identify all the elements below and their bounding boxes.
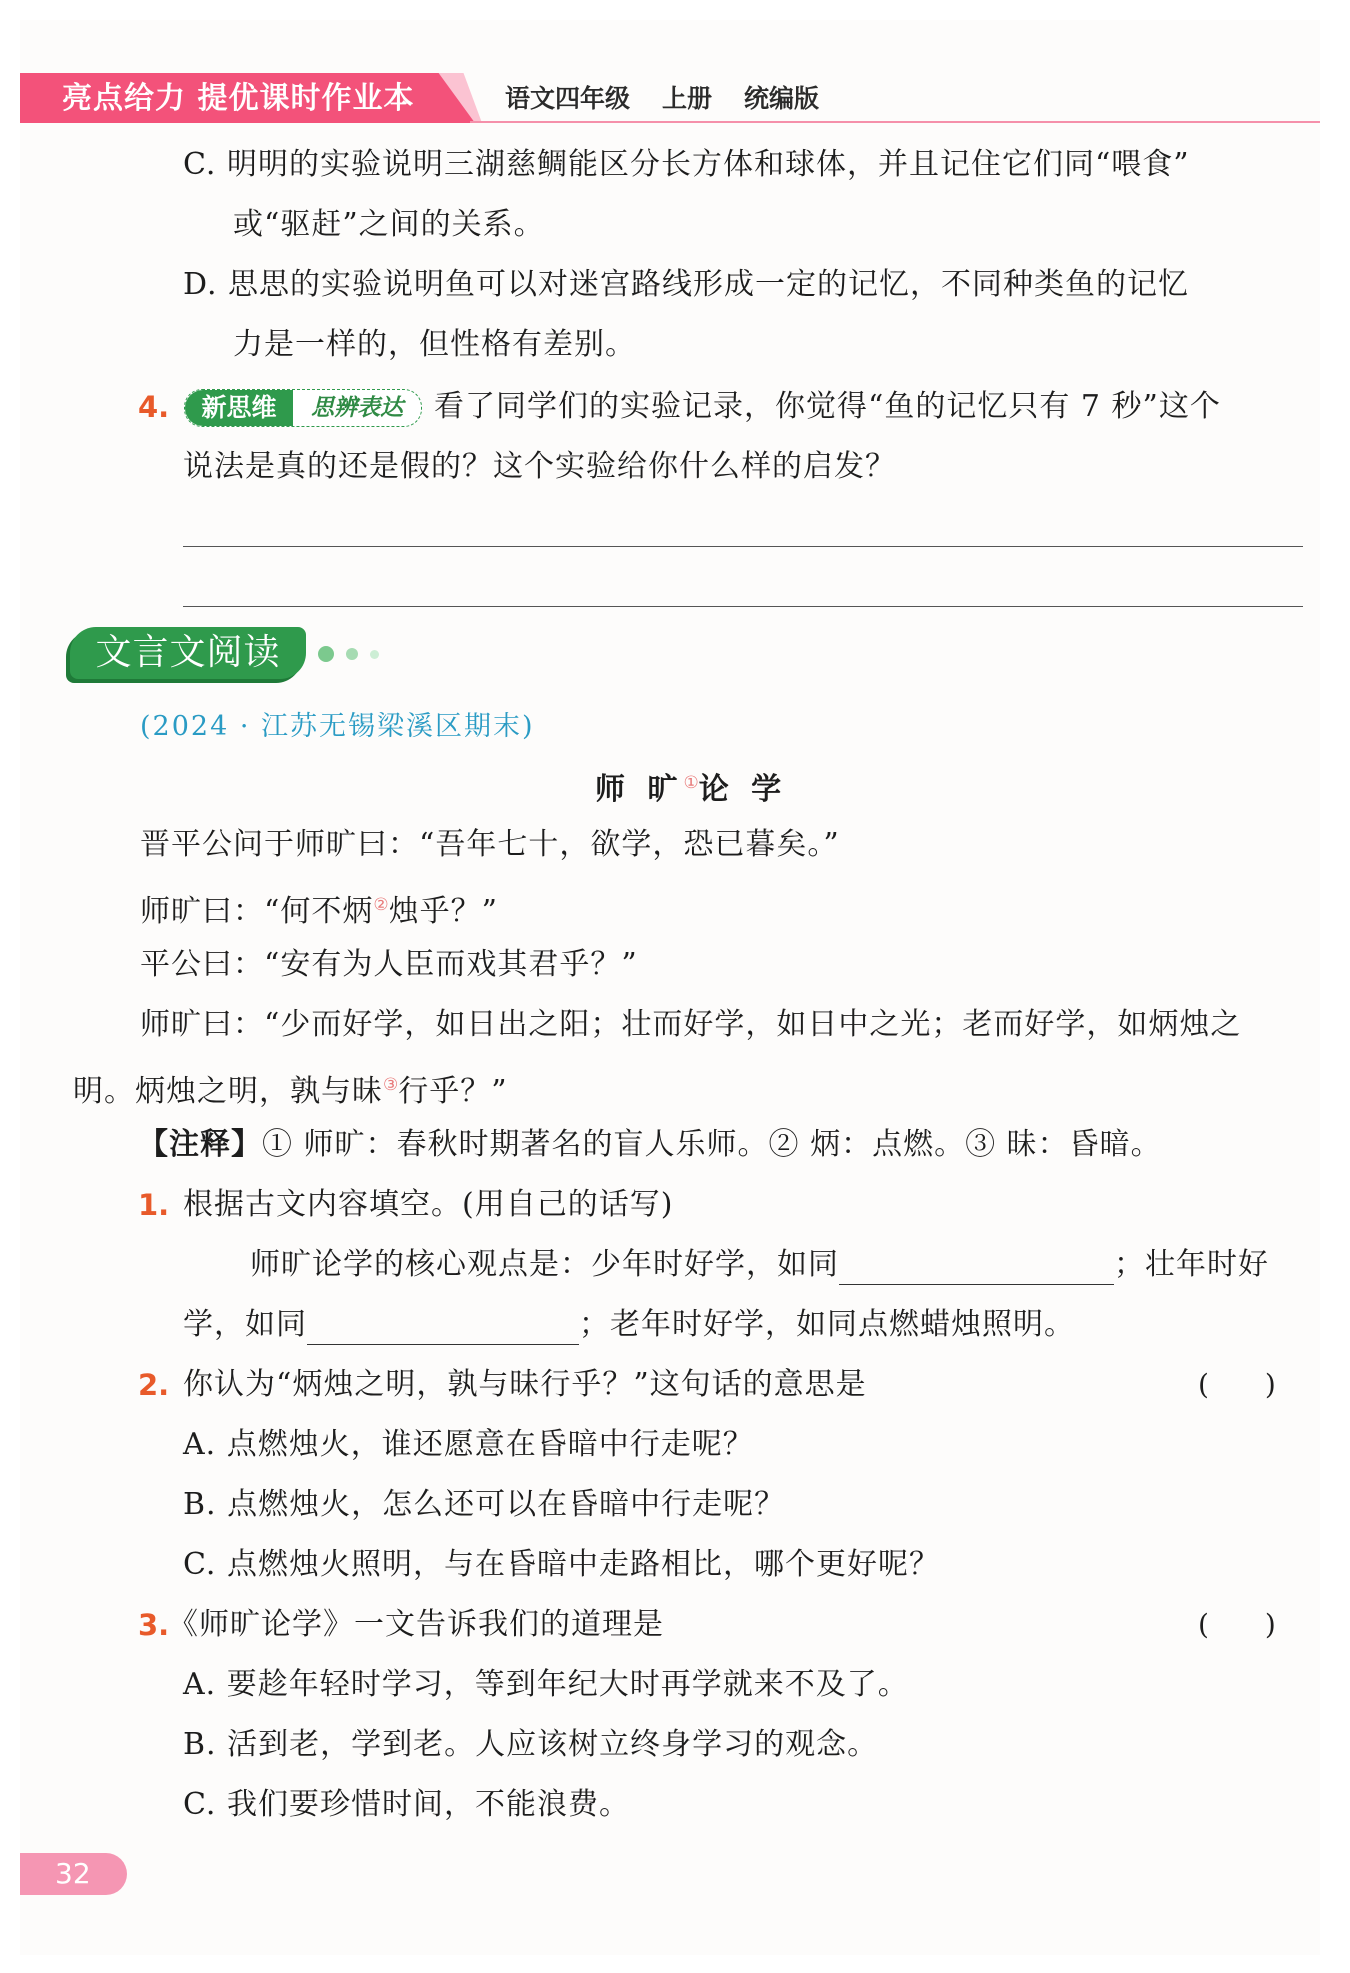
badge-right-label: 思辨表达 — [311, 394, 403, 421]
passage-line-5-a: 明。炳烛之明，孰与昧 — [73, 1074, 383, 1109]
badge-left-label: 新思维 — [185, 390, 293, 426]
option-c-line2: 或“驱赶”之间的关系。 — [233, 207, 545, 242]
q2-option-b: B. 点燃烛火，怎么还可以在昏暗中行走呢？ — [183, 1487, 786, 1522]
decor-dot-2 — [346, 648, 358, 660]
q2-number: 2. — [138, 1368, 170, 1402]
q1-line1-b: ；壮年时好 — [1114, 1247, 1269, 1282]
passage-line-5-b: 行乎？” — [398, 1074, 508, 1109]
q1-blank-1[interactable] — [839, 1252, 1114, 1285]
passage-source: (2024 · 江苏无锡梁溪区期末) — [140, 711, 535, 742]
passage-title — [595, 763, 787, 810]
header-volume: 上册 — [662, 84, 713, 113]
passage-line-4: 师旷曰：“少而好学，如日出之阳；壮而好学，如日中之光；老而好学，如炳烛之 — [140, 1007, 1242, 1042]
q2-option-a: A. 点燃烛火，谁还愿意在昏暗中行走呢？ — [183, 1427, 754, 1462]
header-rule — [470, 121, 1320, 123]
q4-answer-line-1[interactable] — [183, 546, 1303, 547]
page-number: 32 — [55, 1857, 91, 1890]
footnote-mark-3: ③ — [383, 1075, 399, 1095]
passage-line-2 — [140, 885, 498, 929]
q3-answer-paren[interactable]: ( ) — [1198, 1608, 1276, 1641]
q4-line1: 看了同学们的实验记录，你觉得“鱼的记忆只有 7 秒”这个 — [434, 389, 1221, 424]
option-d-line2: 力是一样的，但性格有差别。 — [233, 327, 636, 362]
passage-title-b: 论 学 — [698, 772, 788, 807]
q2-prompt: 你认为“炳烛之明，孰与昧行乎？”这句话的意思是 — [183, 1367, 867, 1402]
decor-dot-1 — [318, 646, 334, 662]
q1-fill-line-1 — [250, 1245, 1269, 1285]
section-title: 文言文阅读 — [95, 632, 281, 673]
q1-line1-a: 师旷论学的核心观点是：少年时好学，如同 — [250, 1247, 839, 1282]
q3-option-b: B. 活到老，学到老。人应该树立终身学习的观念。 — [183, 1727, 879, 1762]
q1-fill-line-2 — [183, 1305, 1075, 1345]
q1-prompt: 根据古文内容填空。(用自己的话写) — [183, 1187, 674, 1222]
q2-option-c: C. 点燃烛火照明，与在昏暗中走路相比，哪个更好呢？ — [183, 1547, 940, 1582]
decor-dot-3 — [370, 650, 379, 659]
passage-line-1: 晋平公问于师旷曰：“吾年七十，欲学，恐已暮矣。” — [140, 827, 840, 862]
header-book-info — [505, 80, 851, 118]
passage-title-a: 师 旷 — [595, 772, 684, 807]
new-thinking-badge — [184, 389, 422, 427]
header-subject: 语文四年级 — [505, 84, 631, 113]
passage-line-5 — [73, 1065, 508, 1109]
q3-option-c: C. 我们要珍惜时间，不能浪费。 — [183, 1787, 630, 1822]
passage-line-3: 平公曰：“安有为人臣而戏其君乎？” — [140, 947, 638, 982]
footnote-label: 【注释】 — [138, 1127, 262, 1162]
q4-answer-line-2[interactable] — [183, 606, 1303, 607]
q4-line2: 说法是真的还是假的？这个实验给你什么样的启发？ — [183, 449, 896, 484]
passage-line-2-b: 烛乎？” — [388, 894, 498, 929]
q1-number: 1. — [138, 1188, 170, 1222]
section-heading — [70, 627, 306, 679]
q1-line2-b: ；老年时好学，如同点燃蜡烛照明。 — [579, 1307, 1075, 1342]
q3-option-a: A. 要趁年轻时学习，等到年纪大时再学就来不及了。 — [183, 1667, 909, 1702]
q3-prompt: 《师旷论学》一文告诉我们的道理是 — [168, 1607, 664, 1642]
passage-line-2-a: 师旷曰：“何不炳 — [140, 894, 374, 929]
q4-number: 4. — [138, 390, 170, 424]
footnote-text: ① 师旷：春秋时期著名的盲人乐师。② 炳：点燃。③ 昧：昏暗。 — [262, 1127, 1162, 1162]
q3-number: 3. — [138, 1608, 170, 1642]
q1-blank-2[interactable] — [307, 1312, 579, 1345]
footnote-mark-1: ① — [683, 773, 699, 793]
footnotes — [138, 1125, 1162, 1165]
header-series-title: 亮点给力 提优课时作业本 — [62, 81, 415, 116]
header-edition: 统编版 — [744, 84, 820, 113]
q1-line2-a: 学，如同 — [183, 1307, 307, 1342]
option-c-line1: C. 明明的实验说明三湖慈鲷能区分长方体和球体，并且记住它们同“喂食” — [183, 147, 1190, 182]
footnote-mark-2: ② — [373, 895, 389, 915]
option-d-line1: D. 思思的实验说明鱼可以对迷宫路线形成一定的记忆，不同种类鱼的记忆 — [183, 267, 1190, 302]
q2-answer-paren[interactable]: ( ) — [1198, 1368, 1276, 1401]
